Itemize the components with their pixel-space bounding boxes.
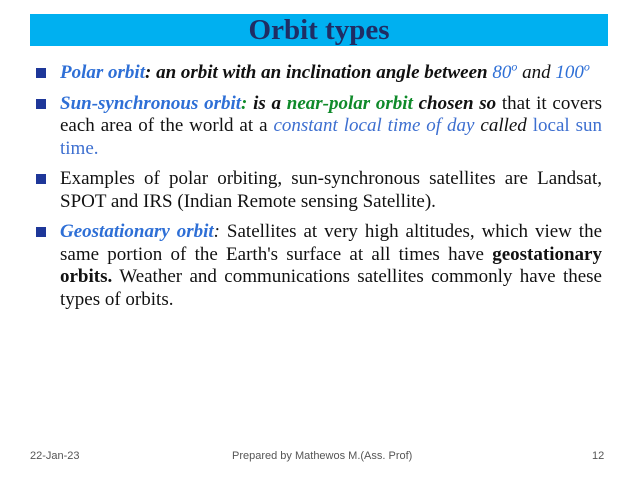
- bullet-item: [34, 59, 602, 85]
- bullet-square-icon: [36, 99, 46, 109]
- bullet-text-segment: :: [213, 221, 227, 242]
- bullet-item: [34, 93, 602, 161]
- bullet-text-segment: :: [241, 92, 254, 114]
- bullet-text-segment: an orbit with an inclination angle between: [156, 62, 493, 83]
- bullet-text-segment: 100: [555, 62, 584, 83]
- bullet-text-segment: Polar orbit: [60, 62, 145, 83]
- bullet-text-segment: constant local time of day: [273, 115, 475, 136]
- bullet-text-segment: that it covers each area of the world at a: [60, 92, 603, 136]
- bullet-text-segment: :: [144, 62, 157, 83]
- footer-page-number: 12: [592, 450, 605, 462]
- footer-author: Prepared by Mathewos M.(Ass. Prof): [232, 450, 413, 462]
- bullet-text-segment: Geostationary orbit: [60, 221, 214, 242]
- bullet-text-segment: Weather and communications satellites commonly have these types of orbits.: [60, 266, 602, 310]
- bullet-item: [34, 168, 602, 213]
- slide-title: Orbit types: [248, 14, 390, 46]
- footer-date: 22-Jan-23: [30, 450, 80, 462]
- title-bar: [30, 14, 608, 46]
- bullet-text-segment: called: [474, 115, 533, 136]
- bullet-square-icon: [36, 174, 46, 184]
- bullet-text-segment: o: [583, 59, 590, 74]
- bullet-item: [34, 221, 602, 311]
- bullet-text-segment: near-polar orbit: [286, 92, 413, 114]
- bullet-text-segment: chosen so: [412, 92, 502, 114]
- bullet-text-segment: Examples of polar orbiting, sun-synchronous satellites are Landsat, SPOT and IRS (Indian Remote sensing Satellite).: [60, 168, 602, 212]
- bullet-text-segment: Satellites at very high altitudes, which view the same portion of the Earth's surface at all times have: [60, 221, 603, 265]
- bullet-text-segment: and: [517, 62, 556, 83]
- bullet-text-segment: local sun time.: [60, 115, 602, 159]
- bullet-square-icon: [36, 68, 46, 78]
- bullet-list: [34, 59, 603, 319]
- bullet-text-segment: o: [511, 59, 518, 74]
- bullet-text-segment: Sun-synchronous orbit: [60, 92, 242, 114]
- bullet-text-segment: is a: [253, 92, 287, 114]
- bullet-text-segment: 80: [492, 62, 512, 83]
- bullet-text-segment: geostationary orbits.: [60, 243, 602, 287]
- bullet-square-icon: [36, 227, 46, 237]
